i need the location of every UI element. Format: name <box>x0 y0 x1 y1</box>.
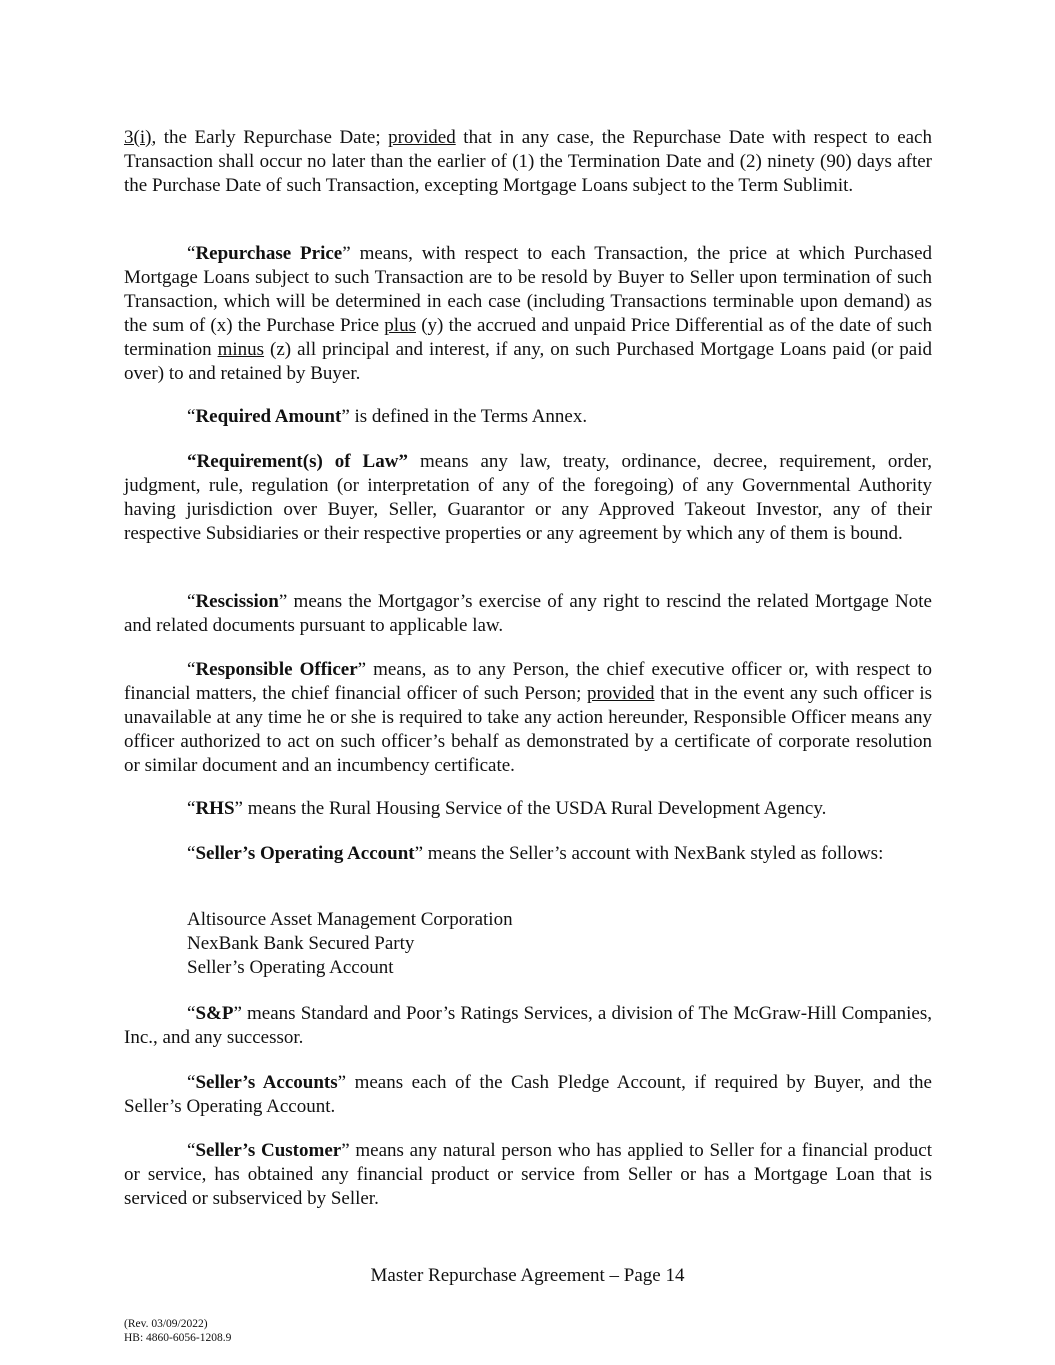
definition-repurchase-price: “Repurchase Price” means, with respect to each Transaction, the price at which Purchased Mortgage Loans subject to such Transaction are to be resold by Buyer to Seller upon termination of such Transaction, which will be determined in each case (including Transactions terminable upon demand) as the sum of (x) the Purchase Price plus (y) the accrued and unpaid Price Differential as of the date of such termination minus (z) all principal and interest, if any, on such Purchased Mortgage Loans paid (or paid over) to and retained by Buyer. <box>124 243 933 384</box>
definition-sellers-operating-account: “Seller’s Operating Account” means the Seller’s account with NexBank styled as follows: <box>187 843 884 864</box>
document-id: HB: 4860-6056-1208.9 <box>124 1332 232 1344</box>
revision-date: (Rev. 03/09/2022) <box>124 1318 208 1330</box>
definition-requirements-of-law: “Requirement(s) of Law” means any law, treaty, ordinance, decree, requirement, order, judgment, rule, regulation (or interpretation of any of the foregoing) of any Governmental Authority having jurisdiction over Buyer, Seller, Guarantor or any Approved Takeout Investor, any of their respective Subsidiaries or their respective properties or any agreement by which any of them is bound. <box>124 451 933 544</box>
defined-term: Required Amount <box>195 406 342 427</box>
definition-rhs: “RHS” means the Rural Housing Service of the USDA Rural Development Agency. <box>187 798 827 819</box>
emphasis-plus: plus <box>384 315 416 336</box>
section-reference: 3(i) <box>124 127 152 148</box>
definition-responsible-officer: “Responsible Officer” means, as to any Person, the chief executive officer or, with respect to financial matters, the chief financial officer of such Person; provided that in the event any such officer is unavailable at any time he or she is required to take any action hereunder, Responsible Officer means any officer authorized to act on such officer’s behalf as demonstrated by a certificate of corporate resolution or similar document and an incumbency certificate. <box>124 659 932 776</box>
definition-sp: “S&P” means Standard and Poor’s Ratings Services, a division of The McGraw-Hill Companies, Inc., and any successor. <box>124 1003 932 1048</box>
defined-term: Responsible Officer <box>195 659 358 680</box>
emphasis-provided: provided <box>586 683 655 704</box>
definition-rescission: “Rescission” means the Mortgagor’s exercise of any right to rescind the related Mortgage Note and related documents pursuant to applicable law. <box>124 591 932 636</box>
definition-required-amount: “Required Amount” is defined in the Terms Annex. <box>187 406 588 427</box>
defined-term: Seller’s Customer <box>195 1140 342 1161</box>
definition-sellers-customer: “Seller’s Customer” means any natural person who has applied to Seller for a financial product or service, has obtained any financial product or service from Seller or has a Mortgage Loan that is serviced or subserviced by Seller. <box>124 1140 932 1209</box>
defined-term: Rescission <box>195 591 279 612</box>
defined-term: Repurchase Price <box>195 243 343 264</box>
page-footer-title: Master Repurchase Agreement – Page 14 <box>370 1265 685 1286</box>
defined-term: S&P <box>195 1003 234 1024</box>
address-line: Altisource Asset Management Corporation <box>187 909 513 930</box>
definition-sellers-accounts: “Seller’s Accounts” means each of the Cash Pledge Account, if required by Buyer, and the Seller’s Operating Account. <box>124 1072 932 1117</box>
defined-term: “Requirement(s) of Law” <box>187 451 408 472</box>
address-line: Seller’s Operating Account <box>187 957 394 978</box>
defined-term: RHS <box>195 798 235 819</box>
paragraph-continuation: 3(i), the Early Repurchase Date; provided that in any case, the Repurchase Date with respect to each Transaction shall occur no later than the earlier of (1) the Termination Date and (2) ninety (90) days after the Purchase Date of such Transaction, excepting Mortgage Loans subject to the Term Sublimit. <box>124 127 932 196</box>
defined-term: Seller’s Operating Account <box>195 843 415 864</box>
emphasis-provided: provided <box>388 127 456 148</box>
account-address-block <box>187 908 787 980</box>
address-line: NexBank Bank Secured Party <box>187 933 415 954</box>
emphasis-minus: minus <box>217 339 265 360</box>
defined-term: Seller’s Accounts <box>195 1072 338 1093</box>
